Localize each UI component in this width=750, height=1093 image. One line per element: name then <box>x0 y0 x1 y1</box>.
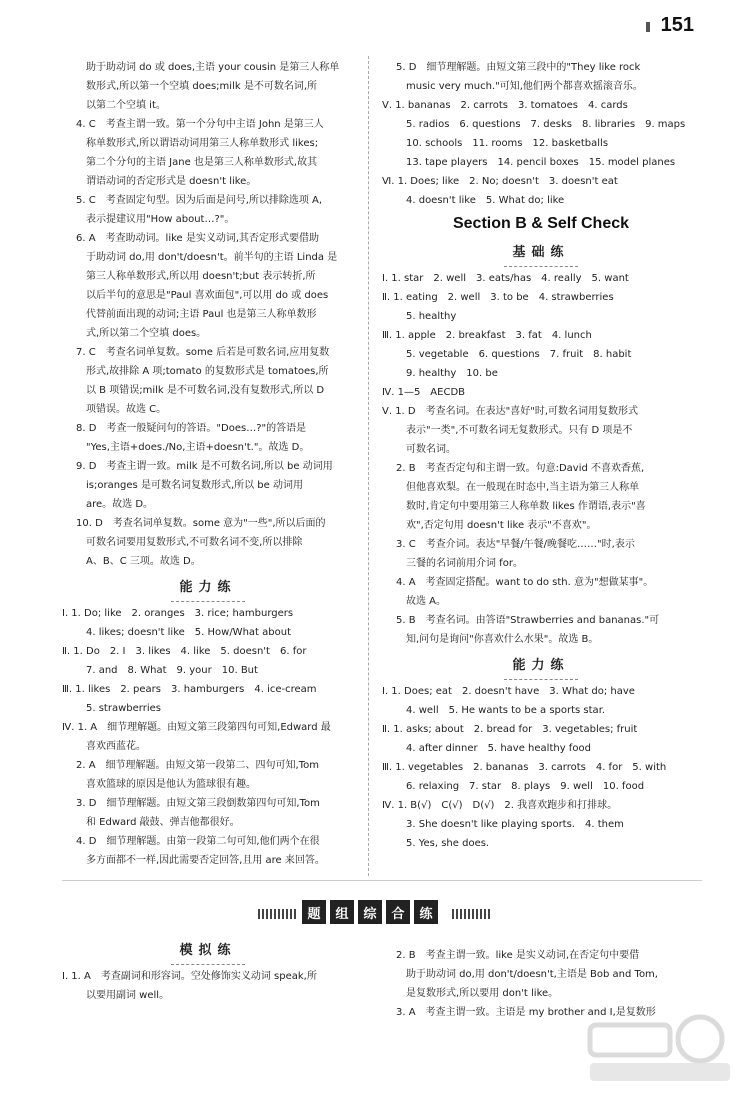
text-line: 8. D 考查一般疑问句的答语。"Does…?"的答语是 <box>76 423 307 434</box>
right-answers-block <box>382 58 700 210</box>
text-line: 以第二个空填 it。 <box>86 100 166 111</box>
text-line: 称单数形式,所以谓语动词用第三人称单数形式 likes; <box>86 138 319 149</box>
text-line: are。故选 D。 <box>86 499 154 510</box>
text-line: 2. B 考查主谓一致。like 是实义动词,在否定句中要借 <box>396 950 640 961</box>
text-line: 9. healthy 10. be <box>406 368 498 379</box>
text-line: 4. after dinner 5. have healthy food <box>406 743 591 754</box>
text-line: Ⅴ. 1. bananas 2. carrots 3. tomatoes 4. cards <box>382 100 628 111</box>
right-basic-subtitle: 基础练 <box>382 240 700 267</box>
text-line: 以后半句的意思是"Paul 喜欢面包",可以用 do 或 does <box>86 290 329 301</box>
text-line: Ⅲ. 1. vegetables 2. bananas 3. carrots 4. for 5. with <box>382 762 667 773</box>
text-line: 10. D 考查名词单复数。some 意为"一些",所以后面的 <box>76 518 326 529</box>
text-line: 以 B 项错误;milk 是不可数名词,没有复数形式,所以 D <box>86 385 325 396</box>
text-line: 4. doesn't like 5. What do; like <box>406 195 565 206</box>
text-line: Ⅱ. 1. Do 2. I 3. likes 4. like 5. doesn't 6. for <box>62 646 307 657</box>
text-line: 3. D 细节理解题。由短文第三段倒数第四句可知,Tom <box>76 798 320 809</box>
text-line: 9. D 考查主谓一致。milk 是不可数名词,所以 be 动词用 <box>76 461 333 472</box>
text-line: 式,所以第二个空填 does。 <box>86 328 207 339</box>
text-line: 欢",否定句用 doesn't like 表示"不喜欢"。 <box>406 520 597 531</box>
watermark-logo <box>580 1007 740 1087</box>
lower-left-column <box>62 943 354 1005</box>
text-line: 谓语动词的否定形式是 doesn't like。 <box>86 176 257 187</box>
text-line: 知,问句是询问"你喜欢什么水果"。故选 B。 <box>406 634 599 645</box>
text-line: "Yes,主语+does./No,主语+doesn't."。故选 D。 <box>86 442 310 453</box>
horizontal-rule <box>62 880 702 881</box>
text-line: 助于助动词 do 或 does,主语 your cousin 是第三人称单 <box>86 62 340 73</box>
text-line: 5. C 考查固定句型。因为后面是问号,所以排除选项 A, <box>76 195 323 206</box>
right-ability-block <box>382 682 700 853</box>
text-line: 是复数形式,所以要用 don't like。 <box>406 988 559 999</box>
text-line: 但他喜欢梨。在一般现在时态中,当主语为第三人称单 <box>406 482 640 493</box>
text-line: 三餐的名词前用介词 for。 <box>406 558 523 569</box>
text-line: 4. likes; doesn't like 5. How/What about <box>86 627 291 638</box>
text-line: 6. A 考查助动词。like 是实义动词,其否定形式要借助 <box>76 233 320 244</box>
text-line: is;oranges 是可数名词复数形式,所以 be 动词用 <box>86 480 303 491</box>
banner-char: 综 <box>358 900 382 924</box>
text-line: 第二个分句的主语 Jane 也是第三人称单数形式,故其 <box>86 157 318 168</box>
text-line: 6. relaxing 7. star 8. plays 9. well 10. food <box>406 781 645 792</box>
text-line: 数时,肯定句中要用第三人称单数 likes 作谓语,表示"喜 <box>406 501 646 512</box>
text-line: 5. Yes, she does. <box>406 838 490 849</box>
text-line: Ⅳ. 1. B(√) C(√) D(√) 2. 我喜欢跑步和打排球。 <box>382 800 618 811</box>
text-line: Ⅰ. 1. star 2. well 3. eats/has 4. really 5. want <box>382 273 629 284</box>
text-line: 4. A 考查固定搭配。want to do sth. 意为"想做某事"。 <box>396 577 654 588</box>
text-line: Ⅲ. 1. likes 2. pears 3. hamburgers 4. ice-cream <box>62 684 317 695</box>
text-line: Ⅰ. 1. A 考查副词和形容词。空处修饰实义动词 speak,所 <box>62 971 317 982</box>
text-line: Ⅰ. 1. Do; like 2. oranges 3. rice; hamburgers <box>62 608 294 619</box>
text-line: 第三人称单数形式,所以用 doesn't;but 表示转折,所 <box>86 271 316 282</box>
text-line: 5. strawberries <box>86 703 161 714</box>
text-line: Ⅳ. 1—5 AECDB <box>382 387 466 398</box>
text-line: 7. and 8. What 9. your 10. But <box>86 665 258 676</box>
banner-char: 题 <box>302 900 326 924</box>
text-line: 3. A 考查主谓一致。主语是 my brother and I,是复数形 <box>396 1007 656 1018</box>
text-line: 可数名词。 <box>406 444 456 455</box>
column-divider <box>368 56 369 876</box>
text-line: 2. B 考查否定句和主谓一致。句意:David 不喜欢香蕉, <box>396 463 645 474</box>
text-line: 数形式,所以第一个空填 does;milk 是不可数名词,所 <box>86 81 318 92</box>
text-line: Ⅰ. 1. Does; eat 2. doesn't have 3. What do; have <box>382 686 635 697</box>
text-line: Ⅲ. 1. apple 2. breakfast 3. fat 4. lunch <box>382 330 592 341</box>
text-line: 喜欢篮球的原因是他认为篮球很有趣。 <box>86 779 256 790</box>
banner-left-bars <box>258 909 298 919</box>
text-line: 项错误。故选 C。 <box>86 404 167 415</box>
text-line: 4. D 细节理解题。由第一段第二句可知,他们两个在很 <box>76 836 320 847</box>
text-line: 4. well 5. He wants to be a sports star. <box>406 705 606 716</box>
banner-right-bars <box>452 909 492 919</box>
text-line: 喜欢西蓝花。 <box>86 741 146 752</box>
page-mark <box>646 22 650 32</box>
text-line: Ⅱ. 1. eating 2. well 3. to be 4. strawberries <box>382 292 614 303</box>
banner-char: 练 <box>414 900 438 924</box>
banner-char: 组 <box>330 900 354 924</box>
text-line: 3. She doesn't like playing sports. 4. them <box>406 819 624 830</box>
text-line: 和 Edward 敲鼓、弹吉他都很好。 <box>86 817 240 828</box>
text-line: 多方面都不一样,因此需要否定回答,且用 are 来回答。 <box>86 855 325 866</box>
left-section-subtitle: 能力练 <box>62 575 354 602</box>
text-line: Ⅵ. 1. Does; like 2. No; doesn't 3. doesn't eat <box>382 176 618 187</box>
text-line: 13. tape players 14. pencil boxes 15. model planes <box>406 157 676 168</box>
text-line: 2. A 细节理解题。由短文第一段第二、四句可知,Tom <box>76 760 320 771</box>
text-line: 3. C 考查介词。表达"早餐/午餐/晚餐吃……"时,表示 <box>396 539 635 550</box>
simulation-subtitle: 模拟练 <box>62 938 354 965</box>
lower-left-block <box>62 967 354 1005</box>
comprehensive-practice-banner <box>258 900 492 928</box>
left-answers-block <box>62 58 354 571</box>
banner-char: 合 <box>386 900 410 924</box>
text-line: 表示提建议用"How about…?"。 <box>86 214 235 225</box>
text-line: 10. schools 11. rooms 12. basketballs <box>406 138 609 149</box>
section-title: Section B & Self Check <box>452 215 630 232</box>
left-column <box>62 58 354 870</box>
text-line: 表示"一类",不可数名词无复数形式。只有 D 项是不 <box>406 425 633 436</box>
text-line: 以要用副词 well。 <box>86 990 170 1001</box>
text-line: Ⅱ. 1. asks; about 2. bread for 3. vegetables; fruit <box>382 724 638 735</box>
text-line: 5. vegetable 6. questions 7. fruit 8. habit <box>406 349 632 360</box>
text-line: 助于助动词 do,用 don't/doesn't,主语是 Bob and Tom, <box>406 969 658 980</box>
banner-chars <box>302 900 438 924</box>
page-number: 151 <box>660 14 694 36</box>
text-line: 5. healthy <box>406 311 457 322</box>
text-line: 4. C 考查主谓一致。第一个分句中主语 John 是第三人 <box>76 119 324 130</box>
right-column <box>382 58 700 853</box>
text-line: 5. radios 6. questions 7. desks 8. libraries 9. maps <box>406 119 686 130</box>
text-line: 形式,故排除 A 项;tomato 的复数形式是 tomatoes,所 <box>86 366 329 377</box>
text-line: A、B、C 三项。故选 D。 <box>86 556 201 567</box>
text-line: 于助动词 do,用 don't/doesn't。前半句的主语 Linda 是 <box>86 252 338 263</box>
text-line: Ⅳ. 1. A 细节理解题。由短文第三段第四句可知,Edward 最 <box>62 722 331 733</box>
text-line: 代替前面出现的动词;主语 Paul 也是第三人称单数形 <box>86 309 317 320</box>
text-line: 5. B 考查名词。由答语"Strawberries and bananas."可 <box>396 615 660 626</box>
left-ability-block <box>62 604 354 870</box>
text-line: music very much."可知,他们两个都喜欢摇滚音乐。 <box>406 81 643 92</box>
right-ability-subtitle: 能力练 <box>382 653 700 680</box>
text-line: 7. C 考查名词单复数。some 后若是可数名词,应用复数 <box>76 347 330 358</box>
right-basic-block <box>382 269 700 649</box>
text-line: 故选 A。 <box>406 596 447 607</box>
text-line: Ⅴ. 1. D 考查名词。在表达"喜好"时,可数名词用复数形式 <box>382 406 638 417</box>
text-line: 5. D 细节理解题。由短文第三段中的"They like rock <box>396 62 641 73</box>
text-line: 可数名词要用复数形式,不可数名词不变,所以排除 <box>86 537 303 548</box>
